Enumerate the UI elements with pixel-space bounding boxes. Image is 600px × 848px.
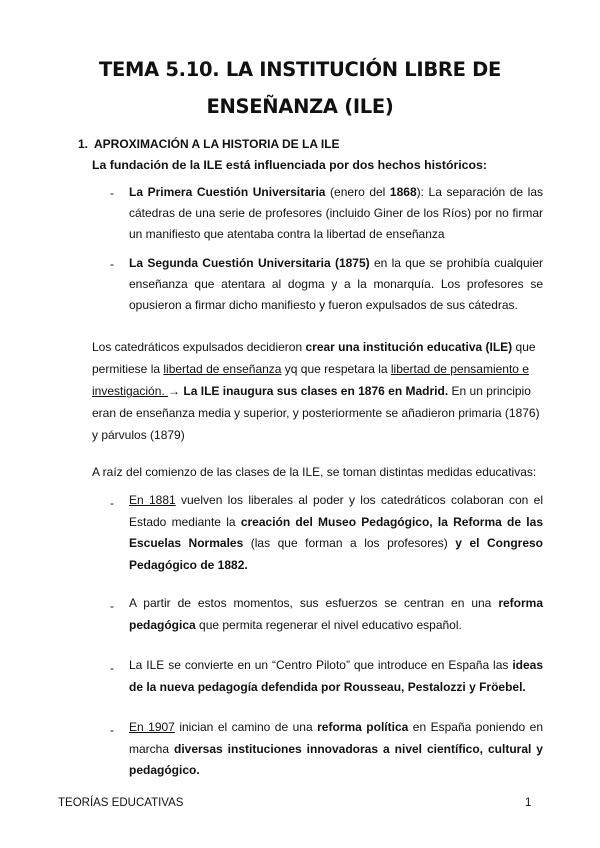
paragraph [92, 336, 544, 446]
text: ): La separación de las cátedras de una serie de profesores (incluido Giner de los Ríos) por no firmar un manifiesto que atentaba contra la libertad de enseñanza [129, 185, 544, 241]
document-title-line-2: ENSEÑANZA (ILE) [206, 95, 394, 118]
page-number: 1 [525, 797, 532, 809]
list-item [129, 490, 543, 576]
text: inician el camino de una [174, 720, 318, 734]
text: En un principio eran de enseñanza media y superior, y posteriormente se añadieron primaria (1876) y párvulos (1879) [92, 384, 540, 442]
text: vuelven los liberales al poder y los catedráticos colaboran con el Estado mediante la [129, 493, 543, 529]
underlined-text: libertad de pensamiento e investigación. [92, 362, 529, 398]
list-item [129, 717, 543, 782]
text: Los catedráticos expulsados decidieron [92, 340, 306, 354]
text: A partir de estos momentos, sus esfuerzos se centran en una [129, 596, 499, 610]
bold-text: creación del Museo Pedagógico, la Reforma de las Escuelas Normales [129, 514, 543, 550]
text: que permita regenerar el nivel educativo español. [195, 617, 462, 632]
text: en la que se prohibía cualquier enseñanza que atentara al dogma y a la monarquía. Los profesores se opusieron a firmar dicho manifiesto y fueron expulsados de sus cátedras. [129, 256, 543, 312]
arrow-text: → [168, 384, 184, 398]
underlined-text: libertad de enseñanza [163, 362, 282, 376]
bullet-dash: - [110, 186, 114, 200]
text: yq que respetara la [281, 362, 391, 376]
section-number: 1. [78, 137, 89, 151]
text: La ILE se convierte en un “Centro Piloto” que introduce en España las [129, 658, 513, 672]
text: (enero del [325, 185, 390, 199]
bold-text: 1868 [389, 185, 417, 199]
bullet-dash: - [110, 257, 114, 271]
bold-text: La ILE inaugura sus clases en 1876 en Madrid. [183, 384, 449, 398]
bullet-dash: - [110, 723, 114, 737]
bullet-dash: - [110, 661, 114, 675]
bold-text: diversas instituciones innovadoras a nivel científico, cultural y pedagógico. [129, 741, 543, 777]
bold-text: reforma política [317, 720, 409, 734]
section-heading [78, 137, 340, 151]
bold-text: ideas de la nueva pedagogía defendida por Rousseau, Pestalozzi y Fröebel. [129, 658, 543, 694]
text: que permitiese la [92, 340, 536, 376]
text: en España poniendo en marcha [129, 720, 543, 756]
paragraph: A raíz del comienzo de las clases de la ILE, se toman distintas medidas educativas: [92, 465, 537, 479]
footer-subject: TEORÍAS EDUCATIVAS [58, 797, 184, 809]
bold-text: La Primera Cuestión Universitaria [129, 185, 326, 199]
list-item [129, 593, 543, 636]
document-title-line-1: TEMA 5.10. LA INSTITUCIÓN LIBRE DE [98, 58, 502, 81]
bold-text: La Segunda Cuestión Universitaria (1875) [129, 256, 370, 270]
list-item [129, 655, 543, 698]
section-lead: La fundación de la ILE está influenciada por dos hechos históricos: [92, 158, 487, 172]
list-item [129, 253, 543, 316]
bold-text: reforma pedagógica [129, 596, 543, 632]
bullet-dash: - [110, 599, 114, 613]
section-heading-text: APROXIMACIÓN A LA HISTORIA DE LA ILE [94, 137, 340, 151]
bullet-dash: - [110, 496, 114, 510]
underlined-text: En 1907 [129, 720, 175, 734]
list-item [129, 182, 543, 245]
bold-text: crear una institución educativa (ILE) [305, 340, 513, 354]
underlined-text: En 1881 [129, 493, 176, 507]
bold-text: y el Congreso Pedagógico de 1882. [129, 536, 544, 572]
text: (las que forman a los profesores) [243, 536, 456, 550]
